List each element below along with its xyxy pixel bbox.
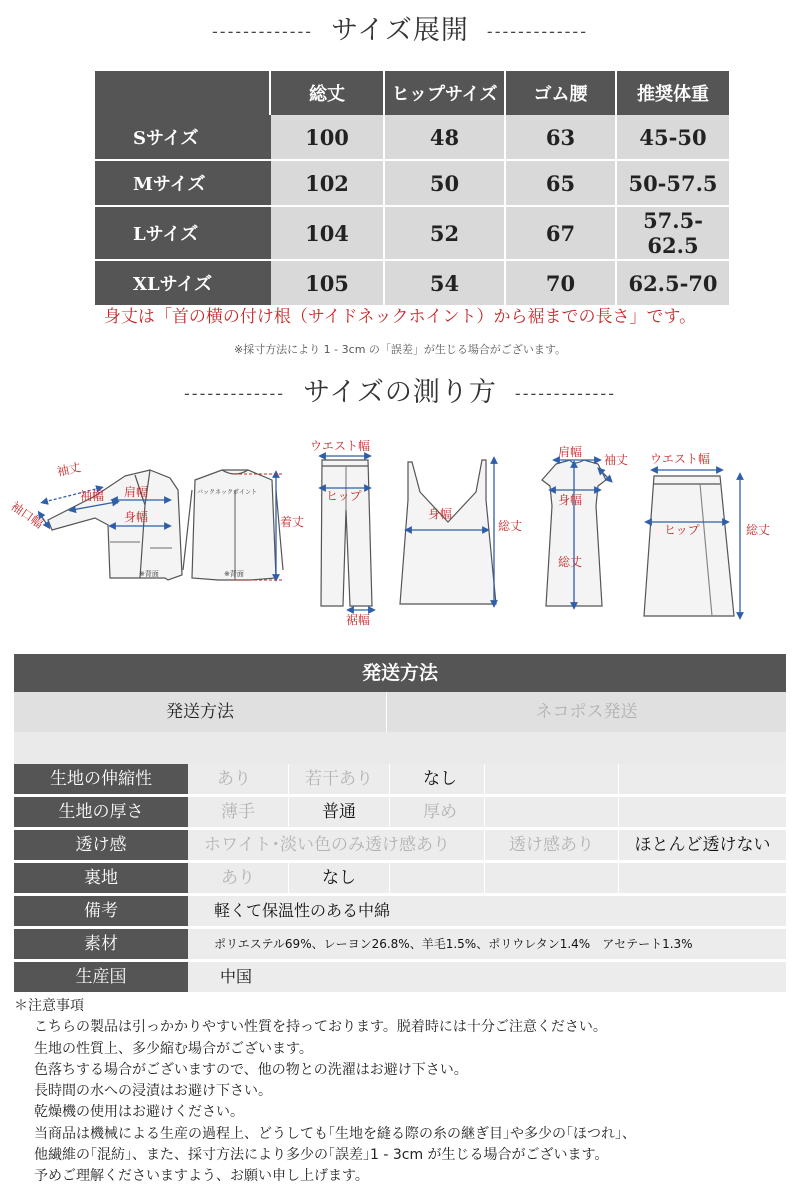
- remarks-value: 軽くて保温性のある中綿: [214, 901, 391, 920]
- size-label: XLサイズ: [95, 261, 271, 305]
- lining-option-yes: あり: [221, 868, 255, 888]
- table-cell: 63: [506, 115, 617, 161]
- spacer-row: [14, 732, 786, 764]
- size-table-header-row: [95, 71, 729, 115]
- material-value: ポリエステル69%、レーヨン26.8%、羊毛1.5%、ポリウレタン1.4% アセテート1.3%: [214, 937, 693, 951]
- sheer-option-light-colors: ホワイト･淡い色のみ透け感あり: [204, 835, 450, 855]
- label-sleeve-length: 袖丈: [55, 460, 83, 479]
- measure-title-text: サイズの測り方: [303, 377, 497, 408]
- skirt-diagram: [644, 476, 734, 616]
- label-camisole-body: 身幅: [428, 507, 453, 521]
- label-skirt-hip: ヒップ: [664, 523, 700, 537]
- shipping-label: 発送方法: [166, 702, 234, 722]
- shipping-value: ネコポス発送: [535, 702, 638, 722]
- notes-heading: [14, 996, 794, 1017]
- label-skirt-waist: ウエスト幅: [650, 452, 711, 466]
- list-item: 生地の性質上、多少縮む場合がございます。: [34, 1040, 313, 1057]
- label-dress-length: 総丈: [558, 555, 583, 569]
- table-cell: 62.5-70: [617, 261, 729, 305]
- size-title-text: サイズ展開: [331, 15, 469, 46]
- measurement-diagrams: [0, 430, 800, 635]
- label-dress-shoulder: 肩幅: [558, 445, 583, 459]
- list-item: こちらの製品は引っかかりやすい性質を持っております。脱着時には十分ご注意ください。: [34, 1019, 607, 1036]
- stretch-option-none: なし: [423, 769, 457, 789]
- list-item: 乾燥機の使用はお避けください。: [34, 1104, 244, 1121]
- fabric-thickness-row: [14, 797, 786, 827]
- fabric-sheer-row: [14, 830, 786, 860]
- header-recommended-weight: 推奨体重: [617, 71, 729, 115]
- table-cell: 50: [385, 161, 506, 207]
- list-item: 長時間の水への浸漬はお避け下さい。: [34, 1083, 272, 1100]
- label-pants-hem: 裾幅: [346, 613, 371, 627]
- table-cell: 54: [385, 261, 506, 305]
- table-cell: 102: [271, 161, 385, 207]
- table-cell: 70: [506, 261, 617, 305]
- size-label: Lサイズ: [95, 207, 271, 261]
- table-cell: 57.5-62.5: [617, 207, 729, 261]
- size-section-title: ------------- サイズ展開 -------------: [212, 15, 588, 46]
- sheer-option-barely: ほとんど透けない: [634, 835, 771, 855]
- back-note-2: ※背面: [224, 570, 244, 578]
- lining-option-no: なし: [322, 868, 356, 888]
- table-cell: 100: [271, 115, 385, 161]
- list-item: 他繊維の｢混紡｣、また、採寸方法により多少の｢誤差｣1 - 3cm が生じる場合がございます。: [34, 1147, 609, 1164]
- table-row: [95, 161, 729, 207]
- remarks-label: 備考: [14, 896, 188, 926]
- fabric-material-row: [14, 929, 786, 959]
- header-elastic-waist: ゴム腰: [506, 71, 617, 115]
- caution-notes: [14, 996, 794, 1188]
- length-definition-note: 身丈は「首の横の付け根（サイドネックホイント）から裾までの長さ」です。: [103, 307, 697, 327]
- label-body-width: 身幅: [124, 510, 149, 524]
- thickness-label: 生地の厚さ: [14, 797, 188, 827]
- list-item: 当商品は機械による生産の過程上、どうしても｢生地を縫る際の糸の継ぎ目｣や多少の｢ほつれ｣、: [34, 1125, 636, 1142]
- back-neck-point-label: バックネックポイント: [197, 489, 257, 496]
- stretch-option-slight: 若干あり: [305, 769, 373, 789]
- measure-section-title: ------------- サイズの測り方 -------------: [184, 377, 616, 408]
- table-cell: 65: [506, 161, 617, 207]
- size-label: Sサイズ: [95, 115, 271, 161]
- header-hip-size: ヒップサイズ: [385, 71, 506, 115]
- size-label: Mサイズ: [95, 161, 271, 207]
- fabric-origin-row: [14, 962, 786, 992]
- table-cell: 105: [271, 261, 385, 305]
- camisole-diagram: [400, 460, 496, 604]
- origin-label: 生産国: [14, 962, 188, 992]
- list-item: 色落ちする場合がございますので、他の物との洗濯はお避け下さい。: [34, 1061, 468, 1078]
- size-table-corner: [95, 71, 271, 115]
- sheer-option-sheer: 透け感あり: [509, 835, 594, 855]
- fabric-stretch-row: [14, 764, 786, 794]
- pants-diagram: [321, 460, 372, 606]
- stretch-label: 生地の伸縮性: [14, 764, 188, 794]
- shipping-section-title: 発送方法: [14, 654, 786, 692]
- table-cell: 50-57.5: [617, 161, 729, 207]
- table-cell: 48: [385, 115, 506, 161]
- table-cell: 67: [506, 207, 617, 261]
- label-pants-hip: ヒップ: [326, 489, 362, 503]
- sheer-label: 透け感: [14, 830, 188, 860]
- back-note-1: ※背面: [139, 570, 159, 578]
- header-total-length: 総丈: [271, 71, 385, 115]
- label-garment-length: 着丈: [280, 515, 305, 529]
- table-cell: 52: [385, 207, 506, 261]
- thickness-option-thin: 薄手: [221, 802, 255, 822]
- fabric-remarks-row: [14, 896, 786, 926]
- thickness-option-thick: 厚め: [423, 802, 457, 822]
- list-item: 予めご理解くださいますよう、お願い申し上げます。: [34, 1168, 369, 1185]
- stretch-option-yes: あり: [217, 769, 251, 789]
- size-table: [95, 71, 729, 305]
- table-cell: 45-50: [617, 115, 729, 161]
- label-cuff-width: 袖口幅: [8, 498, 46, 532]
- label-skirt-length: 総丈: [746, 523, 771, 537]
- measurement-error-note: ※採寸方法により 1 - 3cm の「誤差」が生じる場合がございます。: [233, 343, 567, 356]
- lining-label: 裏地: [14, 863, 188, 893]
- label-sleeve-width: 袖幅: [80, 489, 105, 503]
- notes-title: 注意事項: [28, 998, 84, 1014]
- fabric-lining-row: [14, 863, 786, 893]
- label-camisole-length: 総丈: [498, 519, 523, 533]
- table-row: [95, 207, 729, 261]
- table-row: [95, 115, 729, 161]
- material-label: 素材: [14, 929, 188, 959]
- table-cell: 104: [271, 207, 385, 261]
- label-dress-body: 身幅: [558, 493, 583, 507]
- shipping-row: [14, 692, 786, 732]
- thickness-option-normal: 普通: [322, 802, 356, 822]
- asterisk-icon: ＊: [14, 998, 28, 1014]
- origin-value: 中国: [220, 967, 253, 986]
- table-row: [95, 261, 729, 305]
- label-shoulder-width: 肩幅: [124, 485, 149, 499]
- label-dress-sleeve: 袖丈: [604, 453, 629, 467]
- jacket-front-diagram: [48, 470, 182, 580]
- label-pants-waist: ウエスト幅: [310, 439, 371, 453]
- jacket-back-diagram: [183, 470, 283, 580]
